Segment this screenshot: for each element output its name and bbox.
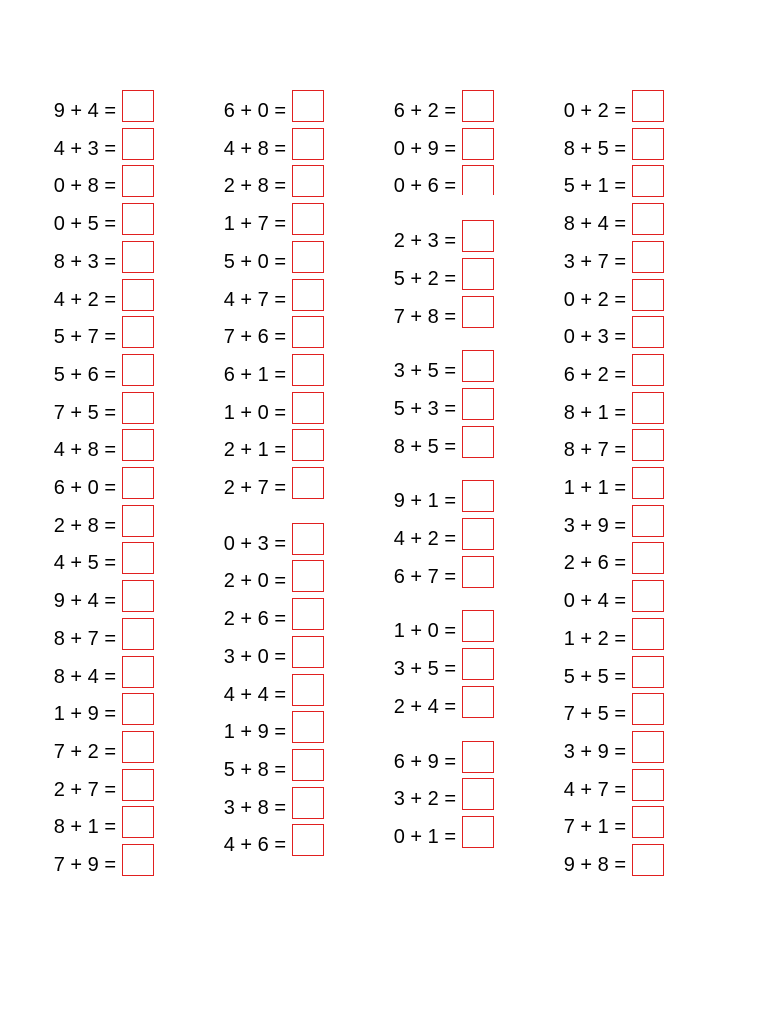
problem-expression: 9 + 1 = [393,490,456,513]
problem-row [182,128,322,164]
problem-row [522,165,662,201]
answer-box[interactable] [632,656,664,688]
problem-row [522,769,662,805]
problem-expression: 7 + 8 = [393,305,456,328]
problem-expression: 5 + 1 = [563,175,626,198]
answer-box[interactable] [292,203,324,235]
problem-expression: 1 + 9 = [53,703,116,726]
answer-box[interactable] [122,203,154,235]
answer-box[interactable] [632,618,664,650]
problem-column-4 [522,0,662,1024]
problem-expression: 7 + 5 = [53,401,116,424]
answer-box[interactable] [122,542,154,574]
answer-box[interactable] [632,354,664,386]
problem-row [12,656,152,692]
problem-row [182,560,322,596]
answer-box[interactable] [632,731,664,763]
answer-box[interactable] [632,316,664,348]
problem-row [522,429,662,465]
problem-expression: 7 + 5 = [563,703,626,726]
problem-expression: 0 + 5 = [53,213,116,236]
problem-expression: 6 + 9 = [393,750,456,773]
answer-box[interactable] [462,741,494,773]
answer-box[interactable] [292,354,324,386]
problem-expression: 0 + 2 = [563,100,626,122]
problem-row [352,648,492,684]
problem-expression: 4 + 2 = [393,528,456,550]
problem-row [12,279,152,315]
answer-box[interactable] [292,128,324,160]
problem-row [352,426,492,462]
problem-expression: 3 + 5 = [393,658,456,681]
problem-expression: 4 + 8 = [223,137,286,160]
problem-row [182,598,322,634]
problem-expression: 5 + 5 = [563,665,626,688]
answer-box[interactable] [462,220,494,252]
problem-row [352,610,492,646]
problem-row [182,203,322,239]
answer-box[interactable] [122,731,154,763]
problem-row [352,686,492,722]
problem-expression: 8 + 1 = [53,816,116,839]
problem-row [522,542,662,578]
problem-expression: 6 + 0 = [53,477,116,499]
answer-box[interactable] [122,467,154,499]
answer-box[interactable] [632,203,664,235]
problem-expression: 0 + 3 = [563,326,626,349]
problem-expression: 4 + 4 = [223,683,286,706]
problem-expression: 6 + 2 = [393,100,456,122]
answer-box[interactable] [632,580,664,612]
problem-row [182,316,322,352]
problem-row [12,467,152,503]
problem-expression: 1 + 7 = [223,213,286,236]
problem-expression: 2 + 8 = [53,514,116,537]
problem-expression: 8 + 4 = [53,665,116,688]
problem-row [12,316,152,352]
problem-expression: 5 + 7 = [53,326,116,349]
answer-box[interactable] [122,618,154,650]
problem-row [522,316,662,352]
problem-row [522,392,662,428]
answer-box[interactable] [632,165,664,197]
problem-row [182,824,322,860]
problem-row [182,354,322,390]
answer-box[interactable] [632,769,664,801]
problem-expression: 0 + 1 = [393,825,456,848]
problem-row [182,392,322,428]
problem-column-2 [182,0,322,1024]
problem-row [12,769,152,805]
problem-expression: 7 + 6 = [223,326,286,349]
problem-row [12,392,152,428]
answer-box[interactable] [122,128,154,160]
answer-box[interactable] [462,556,494,588]
problem-expression: 3 + 7 = [563,250,626,273]
answer-box[interactable] [122,806,154,838]
answer-box[interactable] [632,128,664,160]
problem-row [352,556,492,592]
answer-box[interactable] [632,542,664,574]
problem-row [182,165,322,201]
answer-box[interactable] [632,467,664,499]
problem-row [522,731,662,767]
answer-box[interactable] [632,844,664,876]
problem-row [352,296,492,332]
problem-row [12,731,152,767]
problem-row [12,203,152,239]
problem-row [12,354,152,390]
problem-expression: 3 + 2 = [393,788,456,811]
answer-box[interactable] [122,429,154,461]
answer-box[interactable] [462,610,494,642]
problem-expression: 2 + 1 = [223,439,286,462]
problem-expression: 3 + 0 = [223,645,286,668]
problem-row [352,480,492,516]
problem-expression: 3 + 9 = [563,740,626,763]
problem-row [522,90,662,126]
problem-expression: 0 + 8 = [53,175,116,198]
problem-expression: 4 + 5 = [53,552,116,575]
answer-box[interactable] [632,392,664,424]
problem-expression: 4 + 6 = [223,834,286,857]
answer-box[interactable] [462,258,494,290]
problem-row [522,128,662,164]
problem-row [352,128,492,164]
problem-expression: 4 + 8 = [53,439,116,462]
answer-box[interactable] [462,778,494,810]
problem-expression: 4 + 7 = [223,288,286,311]
problem-expression: 2 + 7 = [223,477,286,499]
answer-box[interactable] [462,426,494,458]
problem-row [522,354,662,390]
answer-box[interactable] [292,429,324,461]
problem-row [12,844,152,880]
answer-box[interactable] [292,711,324,743]
answer-box[interactable] [122,392,154,424]
problem-expression: 4 + 7 = [563,778,626,801]
problem-row [522,279,662,315]
problem-expression: 5 + 3 = [393,397,456,420]
problem-expression: 4 + 3 = [53,137,116,160]
problem-row [182,279,322,315]
problem-expression: 0 + 6 = [393,175,456,198]
problem-row [352,258,492,294]
answer-box[interactable] [122,580,154,612]
answer-box[interactable] [292,749,324,781]
problem-expression: 5 + 6 = [53,363,116,386]
problem-expression: 8 + 5 = [393,435,456,458]
problem-expression: 2 + 6 = [563,552,626,575]
problem-row [182,749,322,785]
answer-box[interactable] [122,656,154,688]
problem-expression: 5 + 0 = [223,250,286,273]
answer-box[interactable] [632,806,664,838]
answer-box[interactable] [462,350,494,382]
problem-row [182,90,322,126]
problem-expression: 1 + 9 = [223,721,286,744]
problem-row [352,518,492,554]
problem-row [352,778,492,814]
answer-box[interactable] [462,296,494,328]
answer-box[interactable] [292,165,324,197]
problem-expression: 6 + 1 = [223,363,286,386]
answer-box[interactable] [462,686,494,718]
answer-box[interactable] [632,241,664,273]
problem-expression: 6 + 7 = [393,565,456,588]
problem-expression: 8 + 3 = [53,250,116,273]
problem-expression: 0 + 3 = [223,532,286,555]
answer-box[interactable] [632,279,664,311]
answer-box[interactable] [292,467,324,499]
problem-expression: 2 + 8 = [223,175,286,198]
problem-row [12,618,152,654]
problem-row [522,844,662,880]
problem-row [12,806,152,842]
problem-row [522,693,662,729]
problem-row [12,693,152,729]
answer-box[interactable] [122,769,154,801]
answer-box[interactable] [462,648,494,680]
problem-expression: 2 + 4 = [393,695,456,718]
problem-row [182,636,322,672]
problem-expression: 7 + 1 = [563,816,626,839]
answer-box[interactable] [462,128,494,160]
problem-expression: 8 + 5 = [563,137,626,160]
answer-box[interactable] [292,824,324,856]
problem-expression: 2 + 0 = [223,570,286,593]
answer-box[interactable] [292,560,324,592]
problem-expression: 2 + 6 = [223,608,286,631]
problem-expression: 8 + 1 = [563,401,626,424]
problem-row [352,165,492,201]
problem-row [12,429,152,465]
problem-row [522,505,662,541]
problem-row [522,656,662,692]
answer-box[interactable] [122,505,154,537]
problem-expression: 2 + 3 = [393,230,456,253]
answer-box[interactable] [632,90,664,122]
answer-box[interactable] [292,523,324,555]
problem-expression: 7 + 9 = [53,854,116,876]
problem-row [522,203,662,239]
answer-box[interactable] [632,429,664,461]
answer-box[interactable] [292,598,324,630]
problem-row [12,241,152,277]
answer-box[interactable] [462,518,494,550]
problem-row [352,816,492,852]
problem-row [12,580,152,616]
problem-row [182,523,322,559]
answer-box[interactable] [462,90,494,122]
problem-expression: 3 + 9 = [563,514,626,537]
problem-expression: 5 + 2 = [393,267,456,290]
answer-box[interactable] [292,279,324,311]
problem-expression: 5 + 8 = [223,758,286,781]
answer-box[interactable] [462,480,494,512]
problem-expression: 1 + 0 = [223,401,286,424]
answer-box[interactable] [122,844,154,876]
problem-expression: 9 + 4 = [53,100,116,122]
problem-row [352,220,492,256]
problem-expression: 8 + 7 = [53,627,116,650]
answer-box[interactable] [292,241,324,273]
answer-box[interactable] [292,316,324,348]
problem-row [522,241,662,277]
problem-row [182,787,322,823]
problem-expression: 8 + 4 = [563,213,626,236]
problem-expression: 0 + 9 = [393,137,456,160]
problem-expression: 0 + 4 = [563,590,626,613]
answer-box[interactable] [122,693,154,725]
problem-row [12,542,152,578]
problem-row [182,674,322,710]
problem-row [352,90,492,126]
answer-box[interactable] [292,90,324,122]
problem-row [522,467,662,503]
answer-box[interactable] [122,90,154,122]
problem-row [522,580,662,616]
problem-expression: 9 + 8 = [563,854,626,876]
problem-expression: 3 + 5 = [393,360,456,383]
problem-row [12,90,152,126]
problem-expression: 7 + 2 = [53,740,116,763]
problem-row [352,741,492,777]
problem-row [182,429,322,465]
problem-expression: 3 + 8 = [223,796,286,819]
problem-column-3 [352,0,492,1024]
problem-row [182,711,322,747]
answer-box[interactable] [292,787,324,819]
problem-expression: 1 + 0 = [393,620,456,643]
answer-box[interactable] [122,241,154,273]
answer-box[interactable] [292,636,324,668]
problem-row [522,806,662,842]
problem-row [182,467,322,503]
answer-box[interactable] [462,388,494,420]
problem-expression: 2 + 7 = [53,778,116,801]
answer-box[interactable] [122,165,154,197]
problem-row [12,165,152,201]
problem-expression: 1 + 1 = [563,477,626,499]
problem-expression: 1 + 2 = [563,627,626,650]
answer-box[interactable] [292,674,324,706]
problem-row [352,388,492,424]
problem-row [352,350,492,386]
answer-box[interactable] [122,354,154,386]
answer-box[interactable] [632,693,664,725]
problem-row [182,241,322,277]
problem-row [522,618,662,654]
problem-expression: 8 + 7 = [563,439,626,462]
problem-row [12,128,152,164]
problem-expression: 9 + 4 = [53,590,116,613]
answer-box[interactable] [462,165,494,195]
problem-expression: 0 + 2 = [563,288,626,311]
answer-box[interactable] [292,392,324,424]
problem-column-1 [12,0,152,1024]
answer-box[interactable] [122,316,154,348]
problem-expression: 4 + 2 = [53,288,116,311]
answer-box[interactable] [632,505,664,537]
answer-box[interactable] [122,279,154,311]
problem-expression: 6 + 2 = [563,363,626,386]
problem-row [12,505,152,541]
answer-box[interactable] [462,816,494,848]
problem-expression: 6 + 0 = [223,100,286,122]
